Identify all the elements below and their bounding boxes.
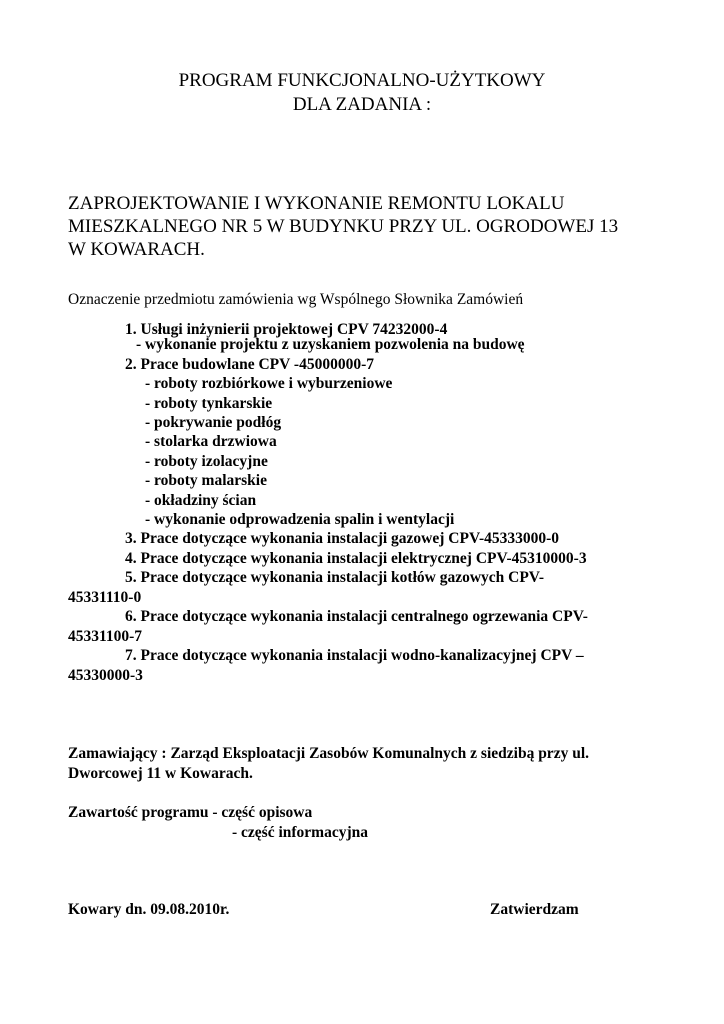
list-subitem: - okładziny ścian	[145, 492, 257, 509]
list-subitem: - stolarka drzwiowa	[145, 433, 277, 450]
list-subitem: - pokrywanie podłóg	[145, 414, 282, 431]
list-item-6-code: 45331100-7	[68, 628, 143, 645]
subject-line-2: MIESZKALNEGO NR 5 W BUDYNKU PRZY UL. OGRODOWEJ 13	[68, 216, 619, 237]
list-item-1-sub: - wykonanie projektu z uzyskaniem pozwolenia na budowę	[136, 336, 525, 353]
program-contents-second: - część informacyjna	[232, 824, 369, 841]
list-item-3: 3. Prace dotyczące wykonania instalacji gazowej CPV-45333000-0	[125, 530, 560, 547]
title-line-2: DLA ZADANIA :	[292, 94, 432, 115]
list-item-5-code: 45331110-0	[68, 589, 142, 606]
list-subitem: - roboty rozbiórkowe i wyburzeniowe	[145, 375, 393, 392]
list-item-1: 1. Usługi inżynierii projektowej CPV 74232000-4	[125, 321, 448, 338]
list-subitem: - wykonanie odprowadzenia spalin i wentylacji	[145, 511, 455, 528]
subject-line-1: ZAPROJEKTOWANIE I WYKONANIE REMONTU LOKALU	[68, 193, 565, 214]
subject-line-3: W KOWARACH.	[68, 239, 205, 260]
list-subitem: - roboty tynkarskie	[145, 395, 273, 412]
cpv-intro: Oznaczenie przedmiotu zamówienia wg Wspólnego Słownika Zamówień	[68, 291, 524, 308]
place-date: Kowary dn. 09.08.2010r.	[68, 901, 230, 918]
list-subitem: - roboty izolacyjne	[145, 453, 268, 470]
approval: Zatwierdzam	[490, 901, 579, 918]
list-subitem: - roboty malarskie	[145, 472, 267, 489]
client-line-2: Dworcowej 11 w Kowarach.	[68, 765, 253, 782]
list-item-6: 6. Prace dotyczące wykonania instalacji centralnego ogrzewania CPV-	[125, 608, 588, 625]
list-item-4: 4. Prace dotyczące wykonania instalacji elektrycznej CPV-45310000-3	[125, 550, 587, 567]
program-contents: Zawartość programu - część opisowa	[68, 804, 313, 821]
list-item-7: 7. Prace dotyczące wykonania instalacji wodno-kanalizacyjnej CPV –	[125, 647, 584, 664]
list-item-5: 5. Prace dotyczące wykonania instalacji kotłów gazowych CPV-	[125, 569, 545, 586]
client-line-1: Zamawiający : Zarząd Eksploatacji Zasobów Komunalnych z siedzibą przy ul.	[68, 745, 589, 762]
list-item-7-code: 45330000-3	[68, 667, 143, 684]
list-item-2: 2. Prace budowlane CPV -45000000-7	[125, 356, 374, 373]
title-line-1: PROGRAM FUNKCJONALNO-UŻYTKOWY	[178, 70, 546, 91]
